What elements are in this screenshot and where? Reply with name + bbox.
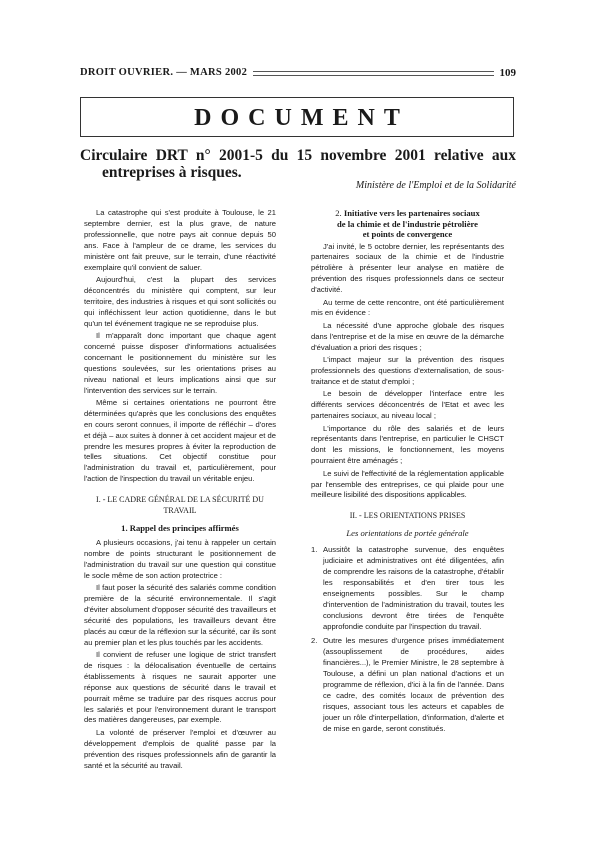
paragraph: A plusieurs occasions, j'ai tenu à rappeler un certain nombre de points structurant le positionnement de l'administration du travail sur une question qui constitue le socle même de son action protectrice : bbox=[84, 537, 276, 580]
paragraph: Au terme de cette rencontre, ont été particulièrement mis en évidence : bbox=[311, 297, 504, 318]
paragraph: La catastrophe qui s'est produite à Toulouse, le 21 septembre dernier, est la plus grave, de nature professionnelle, que notre pays ait connue depuis 50 ans. Face à l'ampleur de ce drame, les services du ministère ont fait preuve, sur le terrain, d'une réactivité exemplaire qu'il convient de saluer. bbox=[84, 208, 276, 272]
left-column bbox=[84, 208, 276, 773]
journal-title: DROIT OUVRIER. — MARS 2002 bbox=[80, 67, 253, 78]
ministry-name: Ministère de l'Emploi et de la Solidarité bbox=[355, 180, 516, 191]
paragraph: L'impact majeur sur la prévention des risques professionnels des questions d'externalisation, de sous-traitance et de statut d'emploi ; bbox=[311, 355, 504, 386]
paragraph: La volonté de préserver l'emploi et d'œuvrer au développement d'emplois de qualité passe par la prévention des risques professionnels afin de garantir la santé et la sécurité au travail. bbox=[84, 727, 276, 770]
subsection-title-line: de la chimie et de l'industrie pétrolière bbox=[337, 218, 478, 229]
paragraph: Il m'apparaît donc important que chaque agent concerné puisse disposer d'informations actualisées concernant le positionnement du ministère sur les questions soulevées, sur les orientations prises au niveau national et leurs implications ainsi que sur l'intervention des services sur le terrain. bbox=[84, 330, 276, 395]
subsection-title-2 bbox=[311, 208, 504, 240]
circular-title-line-1: Circulaire DRT n° 2001-5 du 15 novembre 2001 relative aux bbox=[80, 147, 516, 164]
circular-title bbox=[80, 147, 516, 181]
page-number: 109 bbox=[494, 67, 517, 79]
paragraph: Même si certaines orientations ne pourront être déterminées qu'après que les conclusions des enquêtes en cours seront connues, il importe de réfléchir – d'ores et déjà – aux suites à donner à cet accident majeur et de prendre les mesures propres à éviter la reproduction de telles situations. Cet objectif constitue pour l'administration du travail et, particulièrement, pour l'action de l'inspection du travail un véritable enjeu. bbox=[84, 397, 276, 484]
paragraph: Aujourd'hui, c'est la plupart des services déconcentrés du ministère qui comptent, sur leur territoire, des industries à risques et qui sont sollicités ou qui infléchissent leur action quotidienne, dans le but qu'un tel événement tragique ne se reproduise plus. bbox=[84, 274, 276, 328]
subsection-number: 2. bbox=[335, 208, 342, 218]
paragraph: Le suivi de l'effectivité de la réglementation applicable par l'ensemble des entreprises, ce qui plaide pour une meilleure lisibilité des dispositions applicables. bbox=[311, 468, 504, 500]
item-text: Outre les mesures d'urgence prises immédiatement (assouplissement de procédures, aides financières...), le Premier Ministre, le 28 septembre à Toulouse, a défini un plan national d'actions et un programme de réflexion, d'ici à la fin de l'année. Dans ce cadre, des comités locaux de prévention des risques, associant tous les acteurs et capables de jouer un rôle d'interpellation, d'information, d'alerte et de mise en garde, seront constitués. bbox=[323, 636, 504, 733]
document-label: DOCUMENT bbox=[194, 105, 409, 131]
item-text: Aussitôt la catastrophe survenue, des enquêtes judiciaire et administratives ont été diligentées, afin de comprendre les raisons de la catastrophe, d'établir les responsabilités et d'en tirer tous les enseignements possibles. Sur le champ d'intervention de l'administration du travail, toutes les conclusions devront être tirées de l'enquête approfondie conduite par l'inspection du travail. bbox=[323, 545, 504, 631]
paragraph: L'importance du rôle des salariés et de leurs représentants dans l'entreprise, en particulier le CHSCT dont les missions, le fonctionnement, les moyens pourraient être aménagés ; bbox=[311, 423, 504, 466]
paragraph: Il convient de refuser une logique de strict transfert de risques : la délocalisation éventuelle de certains établissements à risques ne saurait apporter une réponse aux questions de sécurité dans le travail et pourrait même se traduire par des risques accrus pour les salariés et pour l'environnement durant le transport des matières dangereuses, par exemple. bbox=[84, 650, 276, 725]
paragraph: Il faut poser la sécurité des salariés comme condition première de la sécurité environnementale. Il s'agit d'éviter absolument d'opposer sécurité des travailleurs et sécurité des populations, les travailleurs devant être placés au cœur de la réflexion sur la sécurité, car ils sont au premier plan et les plus touchés par les accidents. bbox=[84, 583, 276, 647]
running-header bbox=[80, 64, 516, 84]
paragraph: La nécessité d'une approche globale des risques dans l'entreprise et de la mise en œuvre de la démarche d'évaluation a priori des risques ; bbox=[311, 320, 504, 352]
subsection-title-line: Initiative vers les partenaires sociaux bbox=[343, 208, 480, 218]
right-column bbox=[311, 208, 504, 739]
subsection-title-line: et points de convergence bbox=[362, 229, 453, 239]
section-title-2: II. - LES ORIENTATIONS PRISES bbox=[349, 511, 466, 521]
item-number: 1. bbox=[311, 545, 318, 555]
subsection-title-1: 1. Rappel des principes affirmés bbox=[121, 522, 239, 533]
paragraph: Le besoin de développer l'interface entre les différents services déconcentrés de l'Etat et avec les partenaires sociaux, au niveau local ; bbox=[311, 389, 504, 421]
item-number: 2. bbox=[311, 636, 318, 646]
section-title-1: I. - LE CADRE GÉNÉRAL DE LA SÉCURITÉ DU TRAVAIL bbox=[96, 495, 264, 516]
numbered-item bbox=[311, 636, 504, 734]
paragraph: J'ai invité, le 5 octobre dernier, les représentants des partenaires sociaux de la chimie et de l'industrie pétrolière à présenter leur analyse en matière de prévention des risques professionnels dans ce secteur d'activité. bbox=[311, 241, 504, 295]
italic-subtitle: Les orientations de portée générale bbox=[346, 528, 469, 539]
numbered-item bbox=[311, 545, 504, 632]
document-label-box bbox=[80, 97, 514, 137]
circular-title-line-2: entreprises à risques. bbox=[102, 164, 242, 181]
